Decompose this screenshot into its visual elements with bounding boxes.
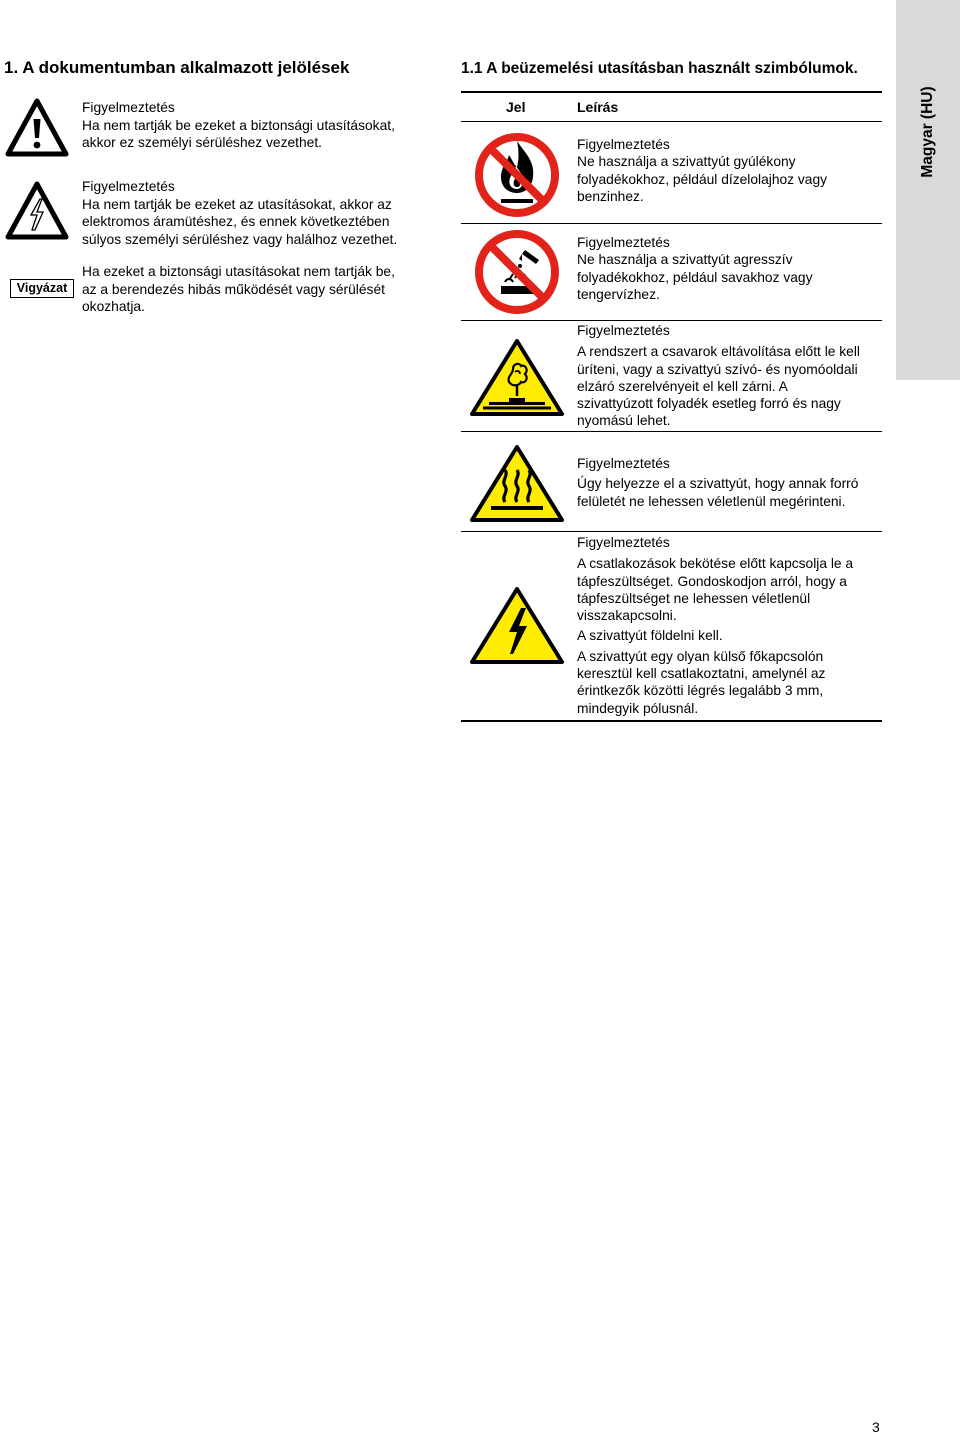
- description-line: A szivattyút egy olyan külső főkapcsolón: [577, 648, 824, 664]
- description-line: A szivattyút földelni kell.: [577, 628, 723, 644]
- column-header-description: Leírás: [577, 99, 619, 115]
- description-line: Ne használja a szivattyút gyúlékony: [577, 154, 796, 170]
- description-line: tengervízhez.: [577, 286, 660, 302]
- description-line: szivattyúzott folyadék esetleg forró és nagy: [577, 396, 841, 412]
- caution-text-line: okozhatja.: [82, 299, 145, 315]
- row-divider: [461, 320, 882, 321]
- no-corrosive-liquids-icon: [473, 228, 561, 316]
- description-title: Figyelmeztetés: [577, 235, 670, 250]
- warning-title: Figyelmeztetés: [82, 100, 175, 115]
- warning-text-line: Ha nem tartják be ezeket a biztonsági utasításokat,: [82, 117, 395, 133]
- pressurised-hot-liquid-warning-icon: [469, 338, 565, 418]
- electric-hazard-warning-icon: [469, 586, 565, 666]
- row-divider: [461, 223, 882, 224]
- description-line: nyomású lehet.: [577, 413, 671, 429]
- description-line: Ne használja a szivattyút agresszív: [577, 252, 793, 268]
- row-divider: [461, 531, 882, 532]
- symbol-description-1: [577, 136, 827, 205]
- caution-text-line: az a berendezés hibás működését vagy sérülését: [82, 281, 385, 297]
- description-line: folyadékokhoz, például dízelolajhoz vagy: [577, 171, 828, 187]
- general-warning-icon: [4, 97, 70, 159]
- page-number: 3: [872, 1419, 880, 1435]
- electric-shock-warning-icon: [4, 180, 70, 242]
- symbol-description-3: [577, 322, 860, 430]
- description-line: A rendszert a csavarok eltávolítása előtt le kell: [577, 344, 860, 360]
- table-top-rule: [461, 91, 882, 93]
- warning-text-line: súlyos személyi sérüléshez vagy halálhoz vezethet.: [82, 231, 398, 247]
- description-line: folyadékokhoz, például savakhoz vagy: [577, 269, 813, 285]
- warning-block-personal: [82, 99, 395, 152]
- description-line: mindegyik pólusnál.: [577, 700, 699, 716]
- description-line: elzáró szerelvényeit el kell zárni. A: [577, 378, 788, 394]
- language-label: Magyar (HU): [919, 86, 936, 178]
- caution-block: [82, 263, 395, 316]
- warning-block-electric: [82, 178, 397, 248]
- description-line: tápfeszültséget. Gondoskodjon arról, hogy a: [577, 573, 847, 589]
- symbol-description-4: [577, 455, 858, 510]
- description-title: Figyelmeztetés: [577, 137, 670, 152]
- description-line: benzinhez.: [577, 188, 644, 204]
- warning-text-line: elektromos áramütéshez, és ennek következtében: [82, 214, 390, 230]
- description-line: érintkezők közötti légrés legalább 3 mm,: [577, 683, 824, 699]
- warning-text-line: Ha nem tartják be ezeket az utasításokat, akkor az: [82, 196, 392, 212]
- description-title: Figyelmeztetés: [577, 323, 670, 338]
- section-heading: 1. A dokumentumban alkalmazott jelölések: [4, 58, 350, 77]
- description-line: keresztül kell csatlakoztatni, amelynél az: [577, 666, 826, 682]
- symbol-description-5: [577, 534, 853, 717]
- caution-label: Vigyázat: [10, 279, 74, 298]
- hot-surface-warning-icon: [469, 444, 565, 524]
- language-tab: [896, 0, 960, 380]
- column-header-symbol: Jel: [506, 99, 526, 115]
- description-line: üríteni, vagy a szivattyú szívó- és nyomóoldali: [577, 361, 858, 377]
- row-divider: [461, 431, 882, 432]
- warning-text-line: akkor ez személyi sérüléshez vezethet.: [82, 135, 323, 151]
- description-line: tápfeszültséget ne lehessen véletlenül: [577, 590, 811, 606]
- no-flammable-liquids-icon: [473, 131, 561, 219]
- table-bottom-rule: [461, 720, 882, 722]
- subsection-heading: 1.1 A beüzemelési utasításban használt szimbólumok.: [461, 60, 858, 77]
- caution-text-line: Ha ezeket a biztonsági utasításokat nem tartják be,: [82, 264, 395, 279]
- symbol-description-2: [577, 234, 812, 303]
- description-line: Úgy helyezze el a szivattyút, hogy annak forró: [577, 476, 859, 492]
- description-line: felületét ne lehessen véletlenül megérinteni.: [577, 493, 846, 509]
- description-title: Figyelmeztetés: [577, 535, 670, 550]
- table-header-rule: [461, 121, 882, 122]
- description-line: A csatlakozások bekötése előtt kapcsolja le a: [577, 556, 854, 572]
- warning-title: Figyelmeztetés: [82, 179, 175, 194]
- description-line: visszakapcsolni.: [577, 608, 677, 624]
- description-title: Figyelmeztetés: [577, 456, 670, 471]
